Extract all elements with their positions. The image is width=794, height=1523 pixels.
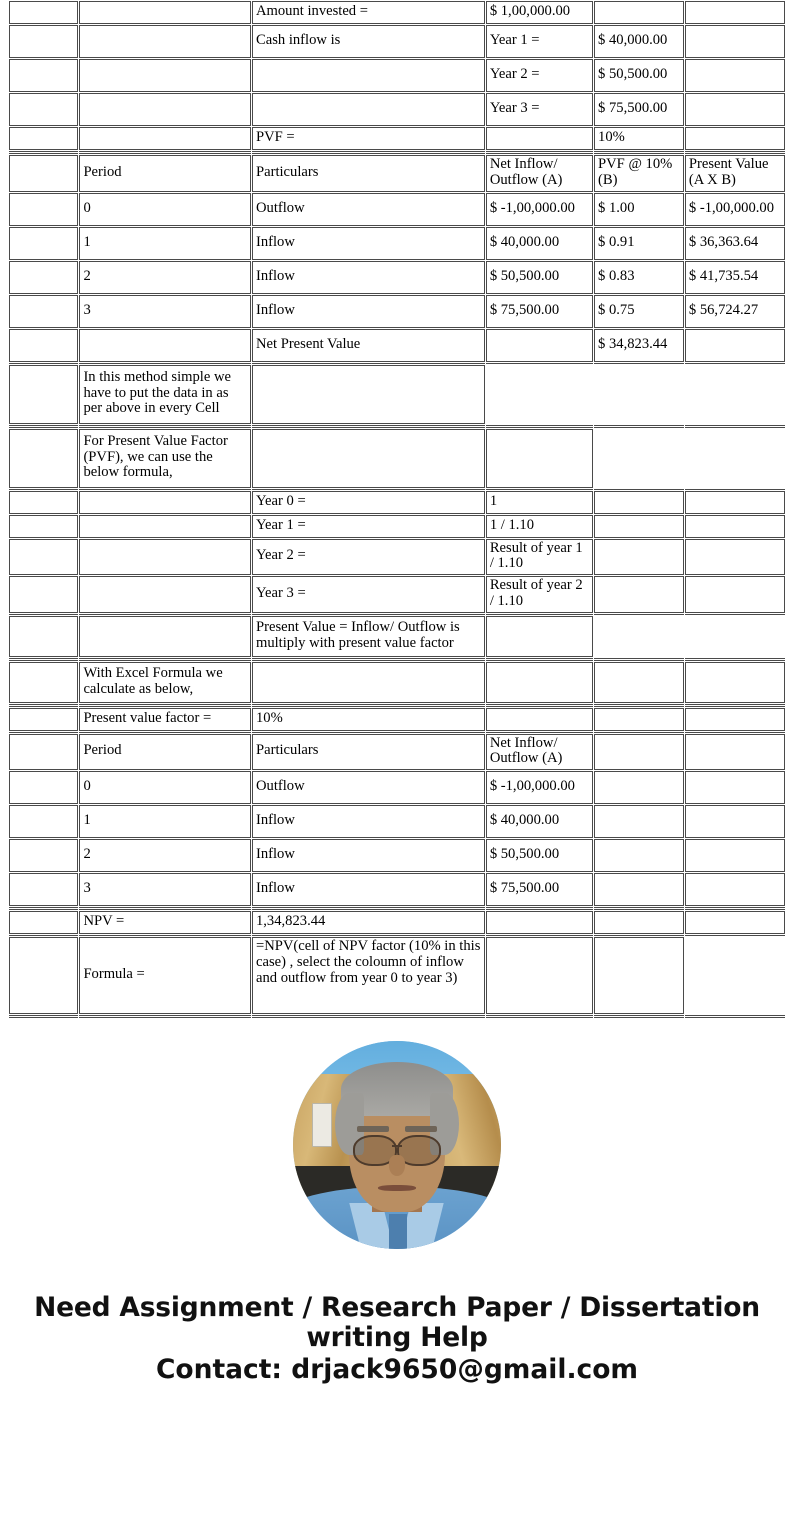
separator-cell [9,1015,78,1018]
cell-s3r3-period[interactable]: 3 [79,873,251,906]
col-header-particulars[interactable]: Particulars [252,155,485,192]
cell-pf0c5[interactable] [594,491,684,514]
cell-s3r0-particulars[interactable]: Outflow [252,771,485,804]
avatar-tie [389,1214,408,1249]
cell-note2c1[interactable] [9,429,78,488]
cell-note1c3[interactable] [252,365,485,424]
separator-cell [252,489,485,490]
npv-worksheet-table [8,0,786,1019]
separator-cell [79,614,251,615]
cell-note-method[interactable]: In this method simple we have to put the data in as per above in every Cell [79,365,251,424]
cell-s1r3c2[interactable] [79,93,251,126]
cell-s2r3c1[interactable] [9,295,78,328]
cell-s3r1c1[interactable] [9,805,78,838]
cell-s3r0c1[interactable] [9,771,78,804]
table-row-net-present-value [9,329,785,362]
separator-cell [79,907,251,910]
separator-cell [79,935,251,936]
cell-s2r3-net[interactable]: $ 75,500.00 [486,295,593,328]
avatar-eyebrow-left [357,1126,388,1131]
cell-formulac1[interactable] [9,937,78,1014]
cell-pf1c1[interactable] [9,515,78,538]
cell-year1-value[interactable]: $ 40,000.00 [594,25,684,58]
cell-pf3c2[interactable] [79,576,251,613]
col-header-present-value[interactable]: Present Value (A X B) [685,155,785,192]
separator-cell [486,489,593,490]
separator-cell [79,151,251,154]
cell-formula-label[interactable]: Formula = [79,937,251,1014]
table-row [9,1,785,24]
table-row [9,59,785,92]
cell-net-present-value-amount[interactable]: $ 34,823.44 [594,329,684,362]
separator-cell [486,732,593,733]
table-row-note [9,429,785,488]
separator-cell [594,363,684,364]
cell-s3pvfc1[interactable] [9,708,78,731]
cell-cash-inflow-label[interactable]: Cash inflow is [252,25,485,58]
separator-cell [252,1015,485,1018]
table-row-note [9,365,785,424]
table-row [9,227,785,260]
col-header-net-inflow-outflow-2[interactable]: Net Inflow/ Outflow (A) [486,734,593,771]
separator-cell [594,489,684,490]
cell-formulac4[interactable] [486,937,593,1014]
cell-excel-formula-intro[interactable]: With Excel Formula we calculate as below, [79,662,251,703]
cell-s3hc5[interactable] [594,734,684,771]
cell-s3hc6[interactable] [685,734,785,771]
separator-cell [9,907,78,910]
separator-cell [252,732,485,733]
table-row [9,491,785,514]
cell-note2-merged [594,429,785,488]
cell-s1r4c1[interactable] [9,127,78,150]
col-header-period[interactable]: Period [79,155,251,192]
section-separator [9,425,785,428]
cell-s2r4c1[interactable] [9,329,78,362]
cell-pvf-year3-value[interactable]: Result of year 2 / 1.10 [486,576,593,613]
table-row [9,708,785,731]
table-row [9,515,785,538]
avatar-eyebrow-right [405,1126,436,1131]
cell-year2-value[interactable]: $ 50,500.00 [594,59,684,92]
separator-cell [252,907,485,910]
cell-s3pvfc6[interactable] [685,708,785,731]
cell-pf2c2[interactable] [79,539,251,576]
cell-note1-merged [486,365,785,424]
table-row [9,127,785,150]
col-header-pvf[interactable]: PVF @ 10% (B) [594,155,684,192]
cell-s2r2-period[interactable]: 2 [79,261,251,294]
promo-block [0,1293,794,1386]
separator-cell [9,363,78,364]
cell-s1r0c2[interactable] [79,1,251,24]
cell-s1r4c4[interactable] [486,127,593,150]
table-bottom-separator [9,1015,785,1018]
cell-s3r2c6[interactable] [685,839,785,872]
separator-cell [594,658,684,661]
cell-s2r4c2[interactable] [79,329,251,362]
separator-cell [685,732,785,733]
cell-s3r3c6[interactable] [685,873,785,906]
cell-s2r1c1[interactable] [9,227,78,260]
cell-s2r0c1[interactable] [9,193,78,226]
cell-s3introc4[interactable] [486,662,593,703]
separator-cell [79,1015,251,1018]
cell-s2r0-net[interactable]: $ -1,00,000.00 [486,193,593,226]
separator-cell [685,614,785,615]
cell-s2r3-period[interactable]: 3 [79,295,251,328]
cell-present-value-definition[interactable]: Present Value = Inflow/ Outflow is multiply with present value factor [252,616,485,657]
separator-cell [685,489,785,490]
cell-formula-value[interactable]: =NPV(cell of NPV factor (10% in this case) , select the coloumn of inflow and outflow from year 0 to year 3) [252,937,485,1014]
cell-s2r4c4[interactable] [486,329,593,362]
cell-s2r1-particulars[interactable]: Inflow [252,227,485,260]
cell-pf2c6[interactable] [685,539,785,576]
cell-s1r3c1[interactable] [9,93,78,126]
table-row [9,873,785,906]
separator-cell [486,425,593,428]
table-row [9,261,785,294]
cell-pf2c5[interactable] [594,539,684,576]
cell-s3r2-particulars[interactable]: Inflow [252,839,485,872]
cell-s3introc3[interactable] [252,662,485,703]
separator-cell [486,658,593,661]
cell-s3introc5[interactable] [594,662,684,703]
separator-cell [594,614,684,615]
cell-year2-label[interactable]: Year 2 = [486,59,593,92]
cell-formulac5[interactable] [594,937,684,1014]
separator-cell [252,935,485,936]
col-header-net-inflow-outflow[interactable]: Net Inflow/ Outflow (A) [486,155,593,192]
cell-npvc4[interactable] [486,911,593,934]
cell-s2r2c1[interactable] [9,261,78,294]
table-header-row [9,155,785,192]
cell-pvf-year1-value[interactable]: 1 / 1.10 [486,515,593,538]
cell-note2c4[interactable] [486,429,593,488]
cell-s3r1-net[interactable]: $ 40,000.00 [486,805,593,838]
separator-cell [594,1015,684,1018]
cell-s2r2-pvf[interactable]: $ 0.83 [594,261,684,294]
cell-pf3c5[interactable] [594,576,684,613]
avatar-mouth [378,1185,415,1192]
separator-cell [9,658,78,661]
cell-pf0c1[interactable] [9,491,78,514]
cell-year3-value[interactable]: $ 75,500.00 [594,93,684,126]
cell-s1r2c3[interactable] [252,59,485,92]
table-row [9,771,785,804]
cell-s2r2-net[interactable]: $ 50,500.00 [486,261,593,294]
cell-present-value-factor-value[interactable]: 10% [252,708,485,731]
cell-s1r0c1[interactable] [9,1,78,24]
cell-s1r1c6[interactable] [685,25,785,58]
cell-s3pvfc4[interactable] [486,708,593,731]
cell-year3-label[interactable]: Year 3 = [486,93,593,126]
separator-cell [594,907,684,910]
cell-s3r1-particulars[interactable]: Inflow [252,805,485,838]
cell-s3r3-net[interactable]: $ 75,500.00 [486,873,593,906]
cell-pvdef-merged [594,616,785,657]
section-separator [9,658,785,661]
cell-s3r3c1[interactable] [9,873,78,906]
separator-cell [252,704,485,707]
cell-pf1c5[interactable] [594,515,684,538]
separator-cell [79,489,251,490]
separator-cell [252,363,485,364]
separator-cell [252,614,485,615]
cell-s3r2-period[interactable]: 2 [79,839,251,872]
table-row-excel-intro [9,662,785,703]
cell-pf0c2[interactable] [79,491,251,514]
cell-s3r2c1[interactable] [9,839,78,872]
cell-s2r0-pv[interactable]: $ -1,00,000.00 [685,193,785,226]
table-row-present-value-definition [9,616,785,657]
section-separator [9,935,785,936]
cell-pf1c2[interactable] [79,515,251,538]
glasses-bridge-icon [392,1145,402,1147]
col-header-particulars-2[interactable]: Particulars [252,734,485,771]
cell-s3r0c6[interactable] [685,771,785,804]
table-row [9,805,785,838]
separator-cell [594,425,684,428]
cell-s1r0c5[interactable] [594,1,684,24]
separator-cell [486,704,593,707]
table-row [9,539,785,576]
separator-cell [486,907,593,910]
cell-s2r1-net[interactable]: $ 40,000.00 [486,227,593,260]
section-separator [9,907,785,910]
cell-s3r1-period[interactable]: 1 [79,805,251,838]
cell-pvf-year2-value[interactable]: Result of year 1 / 1.10 [486,539,593,576]
separator-cell [9,704,78,707]
cell-s3hc1[interactable] [9,734,78,771]
avatar-background-switch [312,1103,333,1147]
cell-s2r2-particulars[interactable]: Inflow [252,261,485,294]
table-row-formula [9,937,785,1014]
separator-cell [685,704,785,707]
cell-pvf-year0-label[interactable]: Year 0 = [252,491,485,514]
promo-contact: Contact: drjack9650@gmail.com [155,1354,639,1386]
cell-pvf-value[interactable]: 10% [594,127,684,150]
separator-cell [685,907,785,910]
cell-pf0c6[interactable] [685,491,785,514]
cell-s3r2-net[interactable]: $ 50,500.00 [486,839,593,872]
separator-cell [486,151,593,154]
cell-s2r2-pv[interactable]: $ 41,735.54 [685,261,785,294]
separator-cell [79,363,251,364]
cell-pvf-year1-label[interactable]: Year 1 = [252,515,485,538]
cell-s1r3c3[interactable] [252,93,485,126]
separator-cell [685,1015,785,1018]
section-separator [9,363,785,364]
table-header-row [9,734,785,771]
cell-note1c1[interactable] [9,365,78,424]
separator-cell [685,425,785,428]
separator-cell [486,935,593,936]
section-separator [9,732,785,733]
cell-s2r0-particulars[interactable]: Outflow [252,193,485,226]
cell-pf3c6[interactable] [685,576,785,613]
cell-pf2c1[interactable] [9,539,78,576]
portrait-block [0,1041,794,1249]
separator-cell [9,425,78,428]
cell-s3pvfc5[interactable] [594,708,684,731]
cell-s1r0c6[interactable] [685,1,785,24]
cell-s2r4c6[interactable] [685,329,785,362]
separator-cell [79,658,251,661]
cell-year1-label[interactable]: Year 1 = [486,25,593,58]
cell-pvdefc4[interactable] [486,616,593,657]
cell-s1r2c6[interactable] [685,59,785,92]
cell-s1r4c2[interactable] [79,127,251,150]
cell-npvc6[interactable] [685,911,785,934]
separator-cell [9,151,78,154]
separator-cell [252,425,485,428]
table-row [9,839,785,872]
separator-cell [685,935,785,936]
cell-pvdefc1[interactable] [9,616,78,657]
table-row [9,193,785,226]
avatar [293,1041,501,1249]
cell-s3r1c5[interactable] [594,805,684,838]
cell-s3r3c5[interactable] [594,873,684,906]
cell-npv-value[interactable]: 1,34,823.44 [252,911,485,934]
cell-pvf-year2-label[interactable]: Year 2 = [252,539,485,576]
cell-s3r3-particulars[interactable]: Inflow [252,873,485,906]
separator-cell [9,732,78,733]
cell-s2r1-pvf[interactable]: $ 0.91 [594,227,684,260]
cell-s2r1-pv[interactable]: $ 36,363.64 [685,227,785,260]
cell-s1r1c1[interactable] [9,25,78,58]
cell-present-value-factor-label[interactable]: Present value factor = [79,708,251,731]
cell-s3r0c5[interactable] [594,771,684,804]
cell-pvf-label[interactable]: PVF = [252,127,485,150]
separator-cell [79,704,251,707]
cell-s1r1c2[interactable] [79,25,251,58]
cell-pf1c6[interactable] [685,515,785,538]
separator-cell [486,614,593,615]
separator-cell [594,732,684,733]
separator-cell [252,658,485,661]
separator-cell [79,732,251,733]
separator-cell [594,151,684,154]
cell-s2r1-period[interactable]: 1 [79,227,251,260]
cell-s3r0-net[interactable]: $ -1,00,000.00 [486,771,593,804]
cell-formulac6 [685,937,785,1014]
table-row [9,295,785,328]
separator-cell [9,614,78,615]
cell-s2r3-pvf[interactable]: $ 0.75 [594,295,684,328]
table-row [9,576,785,613]
cell-pvf-year3-label[interactable]: Year 3 = [252,576,485,613]
table-row [9,25,785,58]
section-separator [9,489,785,490]
cell-note-pvf-formula-intro[interactable]: For Present Value Factor (PVF), we can use the below formula, [79,429,251,488]
cell-npv-label[interactable]: NPV = [79,911,251,934]
promo-headline: Need Assignment / Research Paper / Dissertation writing Help [34,1292,760,1354]
table-row-npv [9,911,785,934]
cell-s2r3-pv[interactable]: $ 56,724.27 [685,295,785,328]
separator-cell [594,935,684,936]
cell-pvdefc2[interactable] [79,616,251,657]
cell-s3introc6[interactable] [685,662,785,703]
separator-cell [685,658,785,661]
section-separator [9,704,785,707]
cell-npvc1[interactable] [9,911,78,934]
separator-cell [252,151,485,154]
cell-pvf-year0-value[interactable]: 1 [486,491,593,514]
cell-s2r3-particulars[interactable]: Inflow [252,295,485,328]
separator-cell [9,935,78,936]
section-separator [9,151,785,154]
cell-s2hc1[interactable] [9,155,78,192]
separator-cell [685,151,785,154]
cell-s3r2c5[interactable] [594,839,684,872]
separator-cell [685,363,785,364]
cell-amount-invested-value[interactable]: $ 1,00,000.00 [486,1,593,24]
cell-s1r4c6[interactable] [685,127,785,150]
col-header-period-2[interactable]: Period [79,734,251,771]
separator-cell [486,1015,593,1018]
cell-s1r3c6[interactable] [685,93,785,126]
cell-s1r2c1[interactable] [9,59,78,92]
separator-cell [79,425,251,428]
cell-s2r0-period[interactable]: 0 [79,193,251,226]
separator-cell [594,704,684,707]
cell-s2r0-pvf[interactable]: $ 1.00 [594,193,684,226]
cell-s1r2c2[interactable] [79,59,251,92]
cell-net-present-value-label[interactable]: Net Present Value [252,329,485,362]
section-separator [9,614,785,615]
cell-s3r1c6[interactable] [685,805,785,838]
table-row [9,93,785,126]
separator-cell [9,489,78,490]
cell-pf3c1[interactable] [9,576,78,613]
cell-s3r0-period[interactable]: 0 [79,771,251,804]
cell-npvc5[interactable] [594,911,684,934]
cell-s3introc1[interactable] [9,662,78,703]
cell-amount-invested-label[interactable]: Amount invested = [252,1,485,24]
cell-note2c3[interactable] [252,429,485,488]
separator-cell [486,363,593,364]
